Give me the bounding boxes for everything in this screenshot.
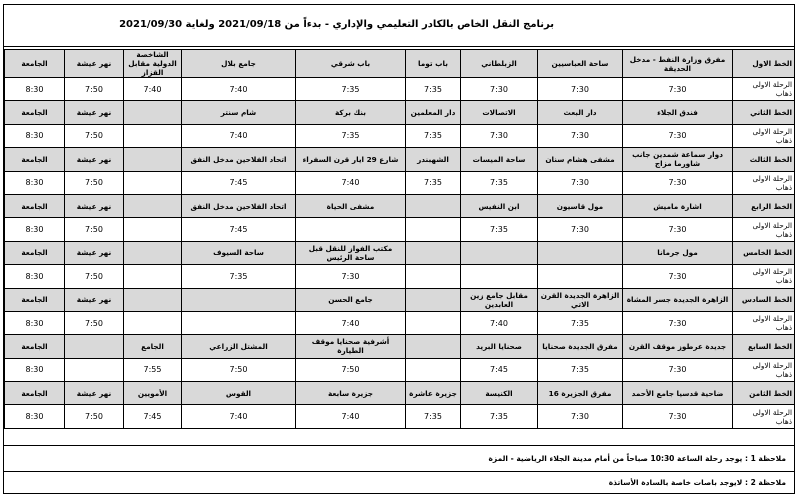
stop-name: الجامع bbox=[124, 335, 182, 358]
stop-name bbox=[406, 288, 461, 311]
trip-row bbox=[5, 124, 795, 147]
trip-label: الرحلة الاولى ذهاب bbox=[733, 358, 795, 381]
note-2: ملاحظة 2 : لايوجد باصات خاصة بالسادة الأساتذة bbox=[4, 471, 794, 495]
stop-time: 7:35 bbox=[461, 405, 538, 428]
stop-name: ساحة العباسيين bbox=[538, 50, 623, 78]
stop-time: 7:40 bbox=[182, 78, 296, 101]
stop-name: المشتل الزراعي bbox=[182, 335, 296, 358]
stop-name: ساحة السيوف bbox=[182, 241, 296, 264]
stop-time bbox=[124, 311, 182, 334]
stop-name: الكنيسة bbox=[461, 382, 538, 405]
stop-name: الزبلطاني bbox=[461, 50, 538, 78]
stop-name bbox=[124, 101, 182, 124]
stop-name bbox=[406, 194, 461, 217]
stop-name: نهر عيشة bbox=[65, 194, 124, 217]
stop-name: مفرق وزارة النفط - مدخل الحديقة bbox=[623, 50, 733, 78]
stop-time: 7:50 bbox=[65, 265, 124, 288]
stop-time: 7:40 bbox=[461, 311, 538, 334]
stop-time: 7:30 bbox=[623, 171, 733, 194]
stop-name bbox=[124, 148, 182, 171]
trip-label: الرحلة الاولى ذهاب bbox=[733, 265, 795, 288]
stop-name: الشهبندر bbox=[406, 148, 461, 171]
stop-time: 7:40 bbox=[296, 405, 406, 428]
stop-name: مفرق الجزيرة 16 bbox=[538, 382, 623, 405]
stop-name: الجامعة bbox=[5, 148, 65, 171]
stop-name: مول قاسيون bbox=[538, 194, 623, 217]
trip-row bbox=[5, 265, 795, 288]
stop-time: 7:30 bbox=[623, 218, 733, 241]
line-name: الخط الخامس bbox=[733, 241, 795, 264]
stop-time bbox=[182, 311, 296, 334]
stop-time: 8:30 bbox=[5, 171, 65, 194]
stop-time: 7:40 bbox=[296, 171, 406, 194]
stop-time: 7:35 bbox=[461, 218, 538, 241]
stop-name: الزاهرة الجديدة جسر المشاة bbox=[623, 288, 733, 311]
stop-name bbox=[406, 241, 461, 264]
line-name: الخط السادس bbox=[733, 288, 795, 311]
stop-time: 7:30 bbox=[623, 78, 733, 101]
stop-time: 7:50 bbox=[65, 171, 124, 194]
stop-time: 7:50 bbox=[65, 311, 124, 334]
stop-time: 7:30 bbox=[538, 124, 623, 147]
trip-label: الرحلة الاولى ذهاب bbox=[733, 171, 795, 194]
stop-name: صحنايا البريد bbox=[461, 335, 538, 358]
stop-time bbox=[538, 265, 623, 288]
line-name: الخط الثامن bbox=[733, 382, 795, 405]
stop-time: 7:50 bbox=[65, 124, 124, 147]
schedule-sheet bbox=[3, 4, 795, 494]
stop-time: 7:30 bbox=[461, 78, 538, 101]
stop-time: 7:30 bbox=[623, 265, 733, 288]
stop-time: 7:35 bbox=[296, 124, 406, 147]
stop-name: نهر عيشة bbox=[65, 148, 124, 171]
stop-time bbox=[406, 358, 461, 381]
stop-name: الجامعة bbox=[5, 241, 65, 264]
stop-name: الاتصالات bbox=[461, 101, 538, 124]
stop-name: القوس bbox=[182, 382, 296, 405]
page-title: برنامج النقل الخاص بالكادر التعليمي والإداري - بدءاً من 2021/09/18 ولغاية 2021/09/30 bbox=[4, 5, 794, 47]
stop-name: الجامعة bbox=[5, 101, 65, 124]
stop-time: 8:30 bbox=[5, 218, 65, 241]
stop-name: بنك بركة bbox=[296, 101, 406, 124]
stop-name: مفرق الجديدة صحنايا bbox=[538, 335, 623, 358]
stop-time bbox=[124, 218, 182, 241]
line-header-row bbox=[5, 335, 795, 358]
stop-name: الجامعة bbox=[5, 50, 65, 78]
stop-name bbox=[406, 335, 461, 358]
trip-row bbox=[5, 78, 795, 101]
stop-time: 7:35 bbox=[406, 405, 461, 428]
line-header-row bbox=[5, 148, 795, 171]
stop-name: دار المعلمين bbox=[406, 101, 461, 124]
stop-name: الجامعة bbox=[5, 335, 65, 358]
stop-time: 7:50 bbox=[182, 358, 296, 381]
stop-name: شام سنتر bbox=[182, 101, 296, 124]
line-header-row bbox=[5, 241, 795, 264]
stop-name: نهر عيشة bbox=[65, 382, 124, 405]
stop-time: 7:35 bbox=[406, 124, 461, 147]
stop-time bbox=[124, 265, 182, 288]
stop-name bbox=[538, 241, 623, 264]
line-header-row bbox=[5, 101, 795, 124]
trip-row bbox=[5, 171, 795, 194]
stop-name: مكتب الفواز للنقل قبل ساحة الرئيس bbox=[296, 241, 406, 264]
stop-time: 7:45 bbox=[182, 171, 296, 194]
line-name: الخط الاول bbox=[733, 50, 795, 78]
stop-name bbox=[124, 288, 182, 311]
stop-name: جديدة عرطوز موقف القرن bbox=[623, 335, 733, 358]
stop-time: 7:35 bbox=[182, 265, 296, 288]
trip-label: الرحلة الاولى ذهاب bbox=[733, 78, 795, 101]
stop-time: 7:35 bbox=[538, 358, 623, 381]
note-1: ملاحظة 1 : يوجد رحلة الساعة 10:30 صباحاً من أمام مدينة الجلاء الرياضية - المزة bbox=[4, 445, 794, 471]
stop-name: جزيرة عاشرة bbox=[406, 382, 461, 405]
trip-label: الرحلة الاولى ذهاب bbox=[733, 218, 795, 241]
stop-time: 7:55 bbox=[124, 358, 182, 381]
stop-name: باب توما bbox=[406, 50, 461, 78]
stop-time: 7:30 bbox=[296, 265, 406, 288]
stop-name: مشفى هشام سنان bbox=[538, 148, 623, 171]
stop-time: 7:35 bbox=[406, 78, 461, 101]
stop-time: 7:30 bbox=[461, 124, 538, 147]
stop-name: الزاهرة الجديدة القرن الاتي bbox=[538, 288, 623, 311]
stop-time bbox=[124, 171, 182, 194]
line-name: الخط الرابع bbox=[733, 194, 795, 217]
stop-name: الجامعة bbox=[5, 382, 65, 405]
stop-time bbox=[406, 311, 461, 334]
stop-name: ضاحية قدسيا جامع الأحمد bbox=[623, 382, 733, 405]
stop-time: 7:50 bbox=[296, 358, 406, 381]
stop-name: نهر عيشة bbox=[65, 288, 124, 311]
stop-time bbox=[65, 358, 124, 381]
line-header-row bbox=[5, 194, 795, 217]
stop-name: جزيرة سابعة bbox=[296, 382, 406, 405]
stop-name: نهر عيشة bbox=[65, 241, 124, 264]
stop-time: 7:30 bbox=[623, 311, 733, 334]
stop-name: جامع بلال bbox=[182, 50, 296, 78]
line-header-row bbox=[5, 50, 795, 78]
stop-time: 7:30 bbox=[538, 218, 623, 241]
stop-time: 7:40 bbox=[182, 405, 296, 428]
stop-time bbox=[406, 265, 461, 288]
stop-time: 7:45 bbox=[461, 358, 538, 381]
trip-label: الرحلة الاولى ذهاب bbox=[733, 311, 795, 334]
stop-name: نهر عيشة bbox=[65, 101, 124, 124]
stop-time: 7:30 bbox=[623, 358, 733, 381]
stop-time: 7:50 bbox=[65, 218, 124, 241]
stop-name: باب شرقي bbox=[296, 50, 406, 78]
stop-name: اشارة ماميش bbox=[623, 194, 733, 217]
stop-time bbox=[406, 218, 461, 241]
stop-name: دار البعث bbox=[538, 101, 623, 124]
schedule-table bbox=[4, 49, 795, 429]
line-name: الخط السابع bbox=[733, 335, 795, 358]
stop-name: مول جرمانا bbox=[623, 241, 733, 264]
stop-name: اتحاد الفلاحين مدخل النفق bbox=[182, 148, 296, 171]
trip-row bbox=[5, 405, 795, 428]
line-header-row bbox=[5, 382, 795, 405]
stop-time: 7:35 bbox=[461, 171, 538, 194]
stop-name: فندق الجلاء bbox=[623, 101, 733, 124]
stop-name: دوار سماعة شمدين جانب شاورما مزاج bbox=[623, 148, 733, 171]
stop-time: 8:30 bbox=[5, 358, 65, 381]
stop-time: 7:45 bbox=[182, 218, 296, 241]
stop-name: الشاخصة الدولية مقابل القزاز bbox=[124, 50, 182, 78]
stop-name: جامع الحسن bbox=[296, 288, 406, 311]
stop-time bbox=[461, 265, 538, 288]
stop-name: الجامعة bbox=[5, 288, 65, 311]
stop-time: 8:30 bbox=[5, 78, 65, 101]
stop-time: 7:35 bbox=[296, 78, 406, 101]
line-name: الخط الثالث bbox=[733, 148, 795, 171]
line-header-row bbox=[5, 288, 795, 311]
trip-row bbox=[5, 358, 795, 381]
stop-time: 8:30 bbox=[5, 405, 65, 428]
stop-time: 7:40 bbox=[182, 124, 296, 147]
stop-name: الجامعة bbox=[5, 194, 65, 217]
stop-name: نهر عيشة bbox=[65, 50, 124, 78]
stop-time: 7:30 bbox=[538, 405, 623, 428]
stop-name bbox=[461, 241, 538, 264]
stop-name bbox=[124, 241, 182, 264]
stop-time: 7:35 bbox=[538, 311, 623, 334]
stop-name: ابن النفيس bbox=[461, 194, 538, 217]
stop-time: 7:30 bbox=[623, 405, 733, 428]
stop-name: اتحاد الفلاحين مدخل النفق bbox=[182, 194, 296, 217]
stop-time: 8:30 bbox=[5, 124, 65, 147]
stop-time: 7:40 bbox=[296, 311, 406, 334]
stop-time: 7:50 bbox=[65, 78, 124, 101]
trip-label: الرحلة الاولى ذهاب bbox=[733, 405, 795, 428]
stop-name: شارع 29 ايار قرن السفراء bbox=[296, 148, 406, 171]
stop-time bbox=[124, 124, 182, 147]
line-name: الخط الثاني bbox=[733, 101, 795, 124]
stop-time: 7:40 bbox=[124, 78, 182, 101]
stop-time bbox=[296, 218, 406, 241]
stop-time: 7:45 bbox=[124, 405, 182, 428]
stop-name: مشفى الحياة bbox=[296, 194, 406, 217]
stop-name bbox=[182, 288, 296, 311]
stop-time: 8:30 bbox=[5, 265, 65, 288]
trip-row bbox=[5, 311, 795, 334]
trip-row bbox=[5, 218, 795, 241]
stop-name: مقابل جامع زين العابدين bbox=[461, 288, 538, 311]
stop-time: 7:35 bbox=[406, 171, 461, 194]
stop-name: أشرفية صحنايا موقف الطيارة bbox=[296, 335, 406, 358]
stop-name bbox=[65, 335, 124, 358]
stop-name bbox=[124, 194, 182, 217]
stop-name: الأمويين bbox=[124, 382, 182, 405]
stop-time: 7:50 bbox=[65, 405, 124, 428]
stop-name: ساحة الميسات bbox=[461, 148, 538, 171]
stop-time: 8:30 bbox=[5, 311, 65, 334]
stop-time: 7:30 bbox=[538, 171, 623, 194]
stop-time: 7:30 bbox=[538, 78, 623, 101]
stop-time: 7:30 bbox=[623, 124, 733, 147]
trip-label: الرحلة الاولى ذهاب bbox=[733, 124, 795, 147]
